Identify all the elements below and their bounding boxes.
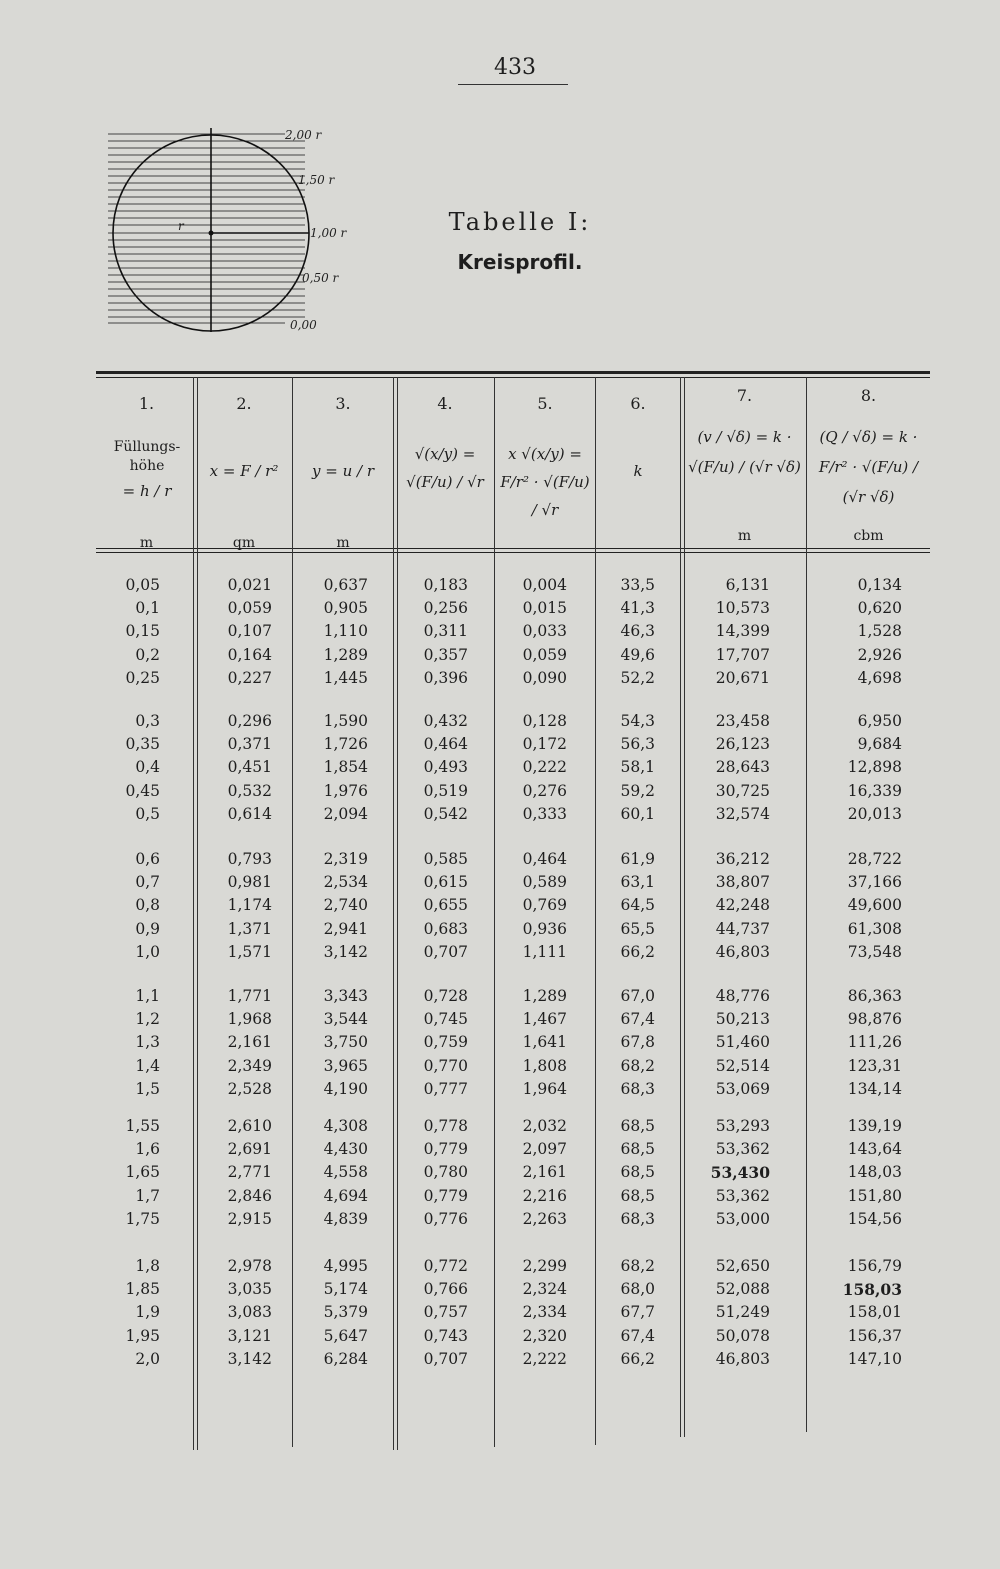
table-cell: 1,445	[323, 668, 368, 687]
table-top-rule	[96, 371, 930, 374]
table-cell: 158,03	[842, 1280, 902, 1300]
table-cell: 156,79	[847, 1257, 902, 1275]
table-cell: 38,807	[715, 873, 770, 892]
table-cell: 0,015	[522, 599, 567, 618]
table-cell: 0,779	[423, 1140, 468, 1159]
table-cell: 59,2	[620, 781, 655, 800]
table-cell: 0,728	[423, 987, 468, 1005]
table-cell: 2,941	[323, 919, 368, 938]
table-cell: 1,771	[227, 987, 272, 1005]
table-cell: 1,4	[135, 1056, 160, 1075]
table-cell: 53,069	[715, 1079, 770, 1098]
table-cell: 46,803	[715, 1349, 770, 1368]
table-subtitle: Kreisprofil.	[457, 250, 583, 274]
table-cell: 73,548	[847, 942, 902, 961]
table-cell: 2,094	[323, 804, 368, 823]
table-cell: 4,190	[323, 1079, 368, 1098]
table-cell: 4,558	[323, 1163, 368, 1182]
table-cell: 1,289	[522, 987, 567, 1005]
table-cell: 0,637	[323, 576, 368, 594]
table-cell: 1,571	[227, 942, 272, 961]
table-cell: 16,339	[847, 781, 902, 800]
table-cell: 67,8	[620, 1033, 655, 1052]
table-cell: 3,142	[227, 1349, 272, 1368]
table-cell: 1,95	[125, 1326, 160, 1345]
table-cell: 67,0	[620, 987, 655, 1005]
table-cell: 4,694	[323, 1186, 368, 1205]
table-cell: 3,142	[323, 942, 368, 961]
table-cell: 0,371	[227, 735, 272, 754]
table-cell: 0,778	[423, 1117, 468, 1135]
table-cell: 2,032	[522, 1117, 567, 1135]
table-cell: 2,0	[135, 1349, 160, 1368]
table-cell: 10,573	[715, 599, 770, 618]
table-cell: 4,995	[323, 1257, 368, 1275]
table-cell: 52,088	[715, 1280, 770, 1299]
table-cell: 2,216	[522, 1186, 567, 1205]
table-cell: 53,430	[710, 1163, 770, 1183]
table-cell: 2,528	[227, 1079, 272, 1098]
table-cell: 2,691	[227, 1140, 272, 1159]
table-cell: 4,698	[857, 668, 902, 687]
table-top-rule-inner	[96, 377, 930, 378]
table-cell: 20,671	[715, 668, 770, 687]
table-cell: 46,803	[715, 942, 770, 961]
header-bottom-rule-2	[96, 552, 930, 553]
table-cell: 51,249	[715, 1303, 770, 1322]
table-cell: 3,750	[323, 1033, 368, 1052]
table-cell: 0,585	[423, 850, 468, 868]
table-cell: 0,164	[227, 645, 272, 664]
table-cell: 2,926	[857, 645, 902, 664]
table-cell: 30,725	[715, 781, 770, 800]
table-cell: 0,172	[522, 735, 567, 754]
table-cell: 4,430	[323, 1140, 368, 1159]
table-cell: 0,35	[125, 735, 160, 754]
unit-col2: qm	[232, 535, 256, 551]
table-cell: 0,589	[522, 873, 567, 892]
table-cell: 4,839	[323, 1209, 368, 1228]
table-cell: 0,021	[227, 576, 272, 594]
table-cell: 54,3	[620, 712, 655, 730]
table-cell: 3,121	[227, 1326, 272, 1345]
table-cell: 5,647	[323, 1326, 368, 1345]
table-cell: 0,777	[423, 1079, 468, 1098]
col4-formula: √(x/y) = √(F/u) / √r	[406, 445, 484, 491]
table-cell: 0,776	[423, 1209, 468, 1228]
table-cell: 0,7	[135, 873, 160, 892]
table-cell: 0,532	[227, 781, 272, 800]
table-cell: 139,19	[847, 1117, 902, 1135]
table-cell: 0,2	[135, 645, 160, 664]
table-cell: 98,876	[847, 1010, 902, 1029]
table-cell: 65,5	[620, 919, 655, 938]
table-cell: 0,090	[522, 668, 567, 687]
table-cell: 66,2	[620, 942, 655, 961]
table-cell: 67,7	[620, 1303, 655, 1322]
table-cell: 0,432	[423, 712, 468, 730]
table-cell: 2,161	[522, 1163, 567, 1182]
table-cell: 86,363	[847, 987, 902, 1005]
table-cell: 1,528	[857, 622, 902, 641]
table-cell: 0,333	[522, 804, 567, 823]
page-number-rule	[458, 84, 568, 85]
table-cell: 20,013	[847, 804, 902, 823]
table-cell: 6,131	[725, 576, 770, 594]
table-cell: 0,15	[125, 622, 160, 641]
table-cell: 1,8	[135, 1257, 160, 1275]
table-cell: 44,737	[715, 919, 770, 938]
table-cell: 0,45	[125, 781, 160, 800]
table-cell: 0,222	[522, 758, 567, 777]
table-cell: 0,683	[423, 919, 468, 938]
table-cell: 147,10	[847, 1349, 902, 1368]
table-cell: 1,85	[125, 1280, 160, 1299]
table-cell: 0,770	[423, 1056, 468, 1075]
table-cell: 0,780	[423, 1163, 468, 1182]
table-cell: 36,212	[715, 850, 770, 868]
table-cell: 2,771	[227, 1163, 272, 1182]
table-cell: 0,766	[423, 1280, 468, 1299]
table-cell: 0,05	[125, 576, 160, 594]
col5-formula: x √(x/y) = F/r² · √(F/u) / √r	[500, 445, 590, 519]
table-cell: 0,256	[423, 599, 468, 618]
table-cell: 0,905	[323, 599, 368, 618]
table-cell: 1,5	[135, 1079, 160, 1098]
table-cell: 67,4	[620, 1326, 655, 1345]
table-cell: 58,1	[620, 758, 655, 777]
col-number-2: 2.	[236, 394, 252, 413]
table-cell: 5,174	[323, 1280, 368, 1299]
table-cell: 1,110	[323, 622, 368, 641]
table-cell: 1,289	[323, 645, 368, 664]
table-cell: 0,707	[423, 942, 468, 961]
table-cell: 0,614	[227, 804, 272, 823]
table-cell: 68,0	[620, 1280, 655, 1299]
table-cell: 1,75	[125, 1209, 160, 1228]
table-cell: 17,707	[715, 645, 770, 664]
table-cell: 23,458	[715, 712, 770, 730]
table-cell: 143,64	[847, 1140, 902, 1159]
table-cell: 2,222	[522, 1349, 567, 1368]
table-cell: 2,740	[323, 896, 368, 915]
table-cell: 0,464	[522, 850, 567, 868]
table-cell: 0,134	[857, 576, 902, 594]
table-cell: 1,371	[227, 919, 272, 938]
table-cell: 0,128	[522, 712, 567, 730]
table-cell: 0,25	[125, 668, 160, 687]
table-cell: 0,059	[227, 599, 272, 618]
table-cell: 0,743	[423, 1326, 468, 1345]
table-cell: 49,600	[847, 896, 902, 915]
table-cell: 2,334	[522, 1303, 567, 1322]
table-cell: 0,981	[227, 873, 272, 892]
table-cell: 154,56	[847, 1209, 902, 1228]
table-cell: 48,776	[715, 987, 770, 1005]
table-cell: 52,514	[715, 1056, 770, 1075]
table-cell: 156,37	[847, 1326, 902, 1345]
col3-formula: y = u / r	[312, 462, 374, 480]
table-cell: 0,311	[423, 622, 468, 641]
table-cell: 111,26	[847, 1033, 902, 1052]
table-cell: 0,759	[423, 1033, 468, 1052]
table-cell: 0,655	[423, 896, 468, 915]
table-cell: 0,542	[423, 804, 468, 823]
table-cell: 42,248	[715, 896, 770, 915]
table-cell: 0,033	[522, 622, 567, 641]
table-cell: 1,808	[522, 1056, 567, 1075]
table-cell: 41,3	[620, 599, 655, 618]
table-cell: 0,396	[423, 668, 468, 687]
table-cell: 1,3	[135, 1033, 160, 1052]
col8-formula: (Q / √δ) = k · F/r² · √(F/u) / (√r √δ)	[818, 428, 919, 506]
table-cell: 2,978	[227, 1257, 272, 1275]
table-cell: 0,769	[522, 896, 567, 915]
col-number-1: 1.	[138, 394, 155, 413]
col1-formula: = h / r	[122, 482, 172, 500]
table-cell: 51,460	[715, 1033, 770, 1052]
table-cell: 68,3	[620, 1209, 655, 1228]
table-cell: 0,276	[522, 781, 567, 800]
table-cell: 0,9	[135, 919, 160, 938]
table-cell: 2,349	[227, 1056, 272, 1075]
table-cell: 134,14	[847, 1079, 902, 1098]
col-number-3: 3.	[335, 394, 351, 413]
table-cell: 0,519	[423, 781, 468, 800]
unit-col1: m	[139, 535, 154, 551]
table-cell: 2,324	[522, 1280, 567, 1299]
table-cell: 53,293	[715, 1117, 770, 1135]
table-cell: 68,5	[620, 1186, 655, 1205]
table-cell: 1,6	[135, 1140, 160, 1159]
table-cell: 0,183	[423, 576, 468, 594]
table-cell: 1,641	[522, 1033, 567, 1052]
table-cell: 32,574	[715, 804, 770, 823]
table-cell: 3,083	[227, 1303, 272, 1322]
table-cell: 1,7	[135, 1186, 160, 1205]
col-number-7: 7.	[736, 386, 753, 405]
col-number-6: 6.	[630, 394, 646, 413]
table-cell: 1,968	[227, 1010, 272, 1029]
table-cell: 61,308	[847, 919, 902, 938]
table-cell: 2,610	[227, 1117, 272, 1135]
column-separator	[393, 377, 398, 1450]
table-cell: 158,01	[847, 1303, 902, 1322]
table-cell: 0,757	[423, 1303, 468, 1322]
table-cell: 1,726	[323, 735, 368, 754]
table-cell: 26,123	[715, 735, 770, 754]
diagram-label-2-00: 2,00 r	[285, 128, 322, 142]
table-cell: 1,2	[135, 1010, 160, 1029]
table-cell: 1,964	[522, 1079, 567, 1098]
table-cell: 1,467	[522, 1010, 567, 1029]
table-cell: 52,650	[715, 1257, 770, 1275]
unit-col7: m	[737, 528, 752, 544]
table-cell: 0,6	[135, 850, 160, 868]
table-cell: 0,493	[423, 758, 468, 777]
table-cell: 3,035	[227, 1280, 272, 1299]
table-cell: 5,379	[323, 1303, 368, 1322]
table-cell: 49,6	[620, 645, 655, 664]
table-cell: 0,4	[135, 758, 160, 777]
col6-formula: k	[633, 462, 643, 480]
table-cell: 1,0	[135, 942, 160, 961]
table-cell: 0,5	[135, 804, 160, 823]
table-cell: 1,9	[135, 1303, 160, 1322]
table-title: Tabelle I:	[448, 208, 592, 236]
diagram-label-0-50: 0,50 r	[302, 271, 339, 285]
table-cell: 28,643	[715, 758, 770, 777]
table-cell: 3,343	[323, 987, 368, 1005]
table-cell: 3,544	[323, 1010, 368, 1029]
table-cell: 2,097	[522, 1140, 567, 1159]
table-cell: 68,2	[620, 1257, 655, 1275]
table-cell: 64,5	[620, 896, 655, 915]
table-cell: 151,80	[847, 1186, 902, 1205]
table-cell: 2,846	[227, 1186, 272, 1205]
table-cell: 68,3	[620, 1079, 655, 1098]
diagram-radius-label: r	[178, 219, 184, 233]
table-cell: 148,03	[847, 1163, 902, 1182]
table-cell: 0,357	[423, 645, 468, 664]
col-number-8: 8.	[860, 386, 877, 405]
table-cell: 0,3	[135, 712, 160, 730]
table-cell: 1,55	[125, 1117, 160, 1135]
table-cell: 1,65	[125, 1163, 160, 1182]
table-cell: 50,213	[715, 1010, 770, 1029]
table-cell: 63,1	[620, 873, 655, 892]
table-cell: 1,174	[227, 896, 272, 915]
table-cell: 2,319	[323, 850, 368, 868]
table-cell: 0,464	[423, 735, 468, 754]
col7-formula: (v / √δ) = k · √(F/u) / (√r √δ)	[688, 428, 801, 476]
table-cell: 3,965	[323, 1056, 368, 1075]
table-cell: 1,590	[323, 712, 368, 730]
table-cell: 68,5	[620, 1140, 655, 1159]
col-number-4: 4.	[437, 394, 453, 413]
table-cell: 2,915	[227, 1209, 272, 1228]
table-cell: 2,299	[522, 1257, 567, 1275]
diagram-label-1-00: 1,00 r	[310, 226, 347, 240]
table-cell: 2,263	[522, 1209, 567, 1228]
table-cell: 1,1	[135, 987, 160, 1005]
circle-profile-diagram	[100, 120, 347, 335]
table-cell: 53,362	[715, 1140, 770, 1159]
col-number-5: 5.	[537, 394, 553, 413]
table-cell: 56,3	[620, 735, 655, 754]
column-separator	[494, 377, 495, 1447]
table-cell: 0,004	[522, 576, 567, 594]
table-cell: 0,620	[857, 599, 902, 618]
table-cell: 2,320	[522, 1326, 567, 1345]
table-cell: 0,227	[227, 668, 272, 687]
table-cell: 33,5	[620, 576, 655, 594]
table-cell: 50,078	[715, 1326, 770, 1345]
table-cell: 0,451	[227, 758, 272, 777]
table-cell: 6,950	[857, 712, 902, 730]
diagram-label-1-50: 1,50 r	[298, 173, 335, 187]
table-cell: 2,161	[227, 1033, 272, 1052]
table-cell: 53,362	[715, 1186, 770, 1205]
table-cell: 68,2	[620, 1056, 655, 1075]
table-cell: 0,059	[522, 645, 567, 664]
table-cell: 67,4	[620, 1010, 655, 1029]
table-cell: 0,772	[423, 1257, 468, 1275]
unit-col3: m	[336, 535, 350, 551]
table-cell: 0,936	[522, 919, 567, 938]
table-cell: 12,898	[847, 758, 902, 777]
table-cell: 123,31	[847, 1056, 902, 1075]
table-cell: 68,5	[620, 1117, 655, 1135]
table-cell: 9,684	[857, 735, 902, 754]
table-cell: 52,2	[620, 668, 655, 687]
table-cell: 0,793	[227, 850, 272, 868]
diagram-label-0-00: 0,00	[290, 318, 317, 332]
table-cell: 28,722	[847, 850, 902, 868]
table-cell: 53,000	[715, 1209, 770, 1228]
table-cell: 1,854	[323, 758, 368, 777]
table-cell: 0,296	[227, 712, 272, 730]
table-cell: 6,284	[323, 1349, 368, 1368]
table-cell: 1,976	[323, 781, 368, 800]
table-cell: 0,8	[135, 896, 160, 915]
table-cell: 0,107	[227, 622, 272, 641]
col1-label: Füllungs-höhe	[113, 439, 181, 474]
table-cell: 0,615	[423, 873, 468, 892]
table-cell: 2,534	[323, 873, 368, 892]
unit-col8: cbm	[853, 528, 884, 544]
table-cell: 0,745	[423, 1010, 468, 1029]
table-cell: 0,779	[423, 1186, 468, 1205]
table-cell: 46,3	[620, 622, 655, 641]
col2-formula: x = F / r²	[209, 462, 279, 480]
table-cell: 37,166	[847, 873, 902, 892]
page-number: 433	[494, 55, 536, 80]
table-cell: 68,5	[620, 1163, 655, 1182]
table-cell: 61,9	[620, 850, 655, 868]
table-cell: 1,111	[522, 942, 567, 961]
table-cell: 14,399	[715, 622, 770, 641]
table-cell: 4,308	[323, 1117, 368, 1135]
table-cell: 66,2	[620, 1349, 655, 1368]
table-cell: 0,707	[423, 1349, 468, 1368]
table-cell: 60,1	[620, 804, 655, 823]
column-separator	[595, 377, 596, 1445]
table-cell: 0,1	[135, 599, 160, 618]
